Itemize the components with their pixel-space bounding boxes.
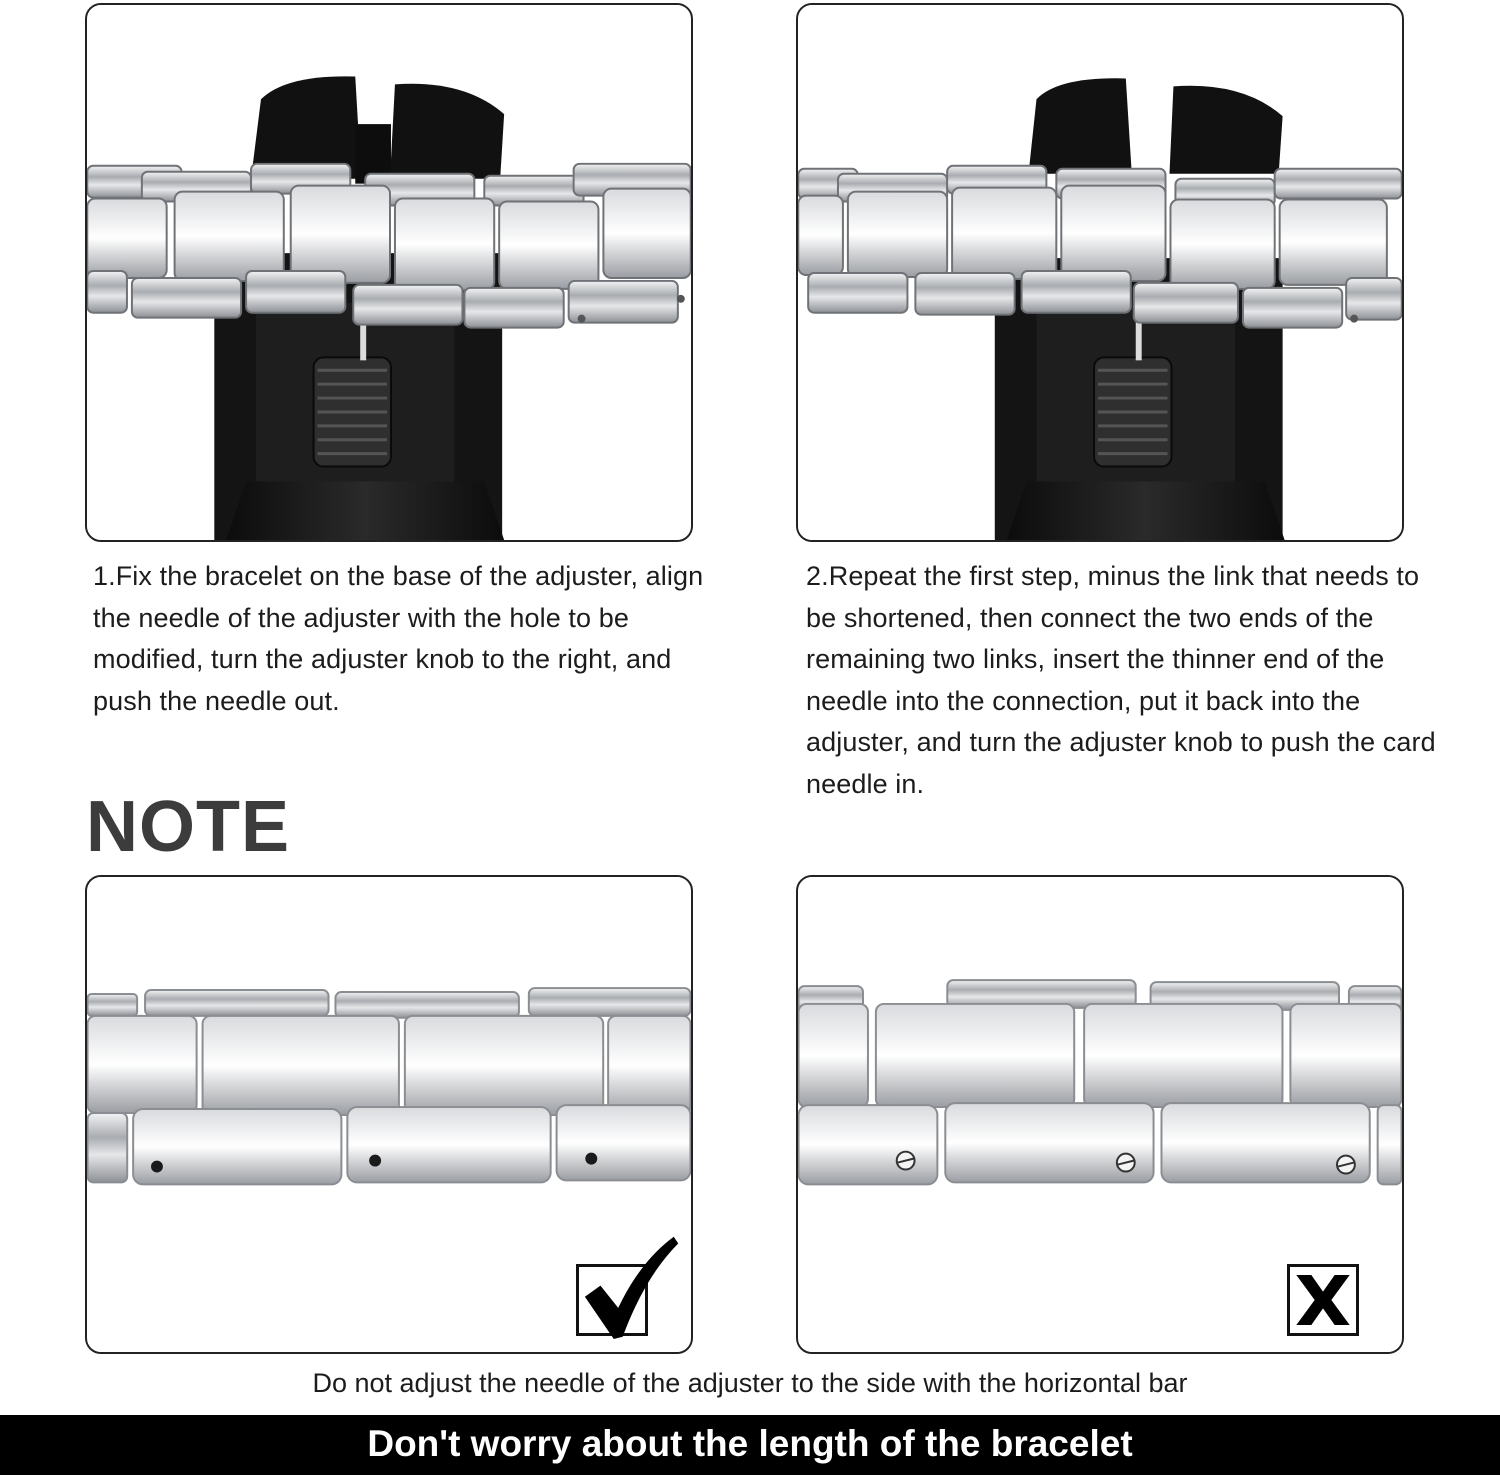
footer-banner: Don't worry about the length of the bracelet: [0, 1415, 1500, 1475]
wrong-mark: [1287, 1264, 1359, 1336]
x-icon: [1293, 1270, 1353, 1330]
adjuster-tool-image: [87, 5, 691, 540]
wrong-example-photo: [796, 875, 1404, 1354]
step2-photo: [796, 3, 1404, 542]
step1-photo: [85, 3, 693, 542]
correct-example-photo: [85, 875, 693, 1354]
correct-mark: [576, 1264, 648, 1336]
note-heading: NOTE: [86, 787, 291, 867]
step1-instructions: 1.Fix the bracelet on the base of the adjuster, align the needle of the adjuster with the hole to be modified, turn the adjuster knob to the right, and push the needle out.: [93, 561, 704, 716]
warning-caption: Do not adjust the needle of the adjuster to the side with the horizontal bar: [312, 1368, 1188, 1398]
check-icon: [576, 1239, 676, 1339]
adjuster-tool-image: [798, 5, 1402, 540]
step2-instructions: 2.Repeat the first step, minus the link that needs to be shortened, then connect the two ends of the remaining two links, insert the thinner end of the needle into the connection, put it back into the adjuster, and turn the adjuster knob to push the card needle in.: [806, 561, 1436, 799]
